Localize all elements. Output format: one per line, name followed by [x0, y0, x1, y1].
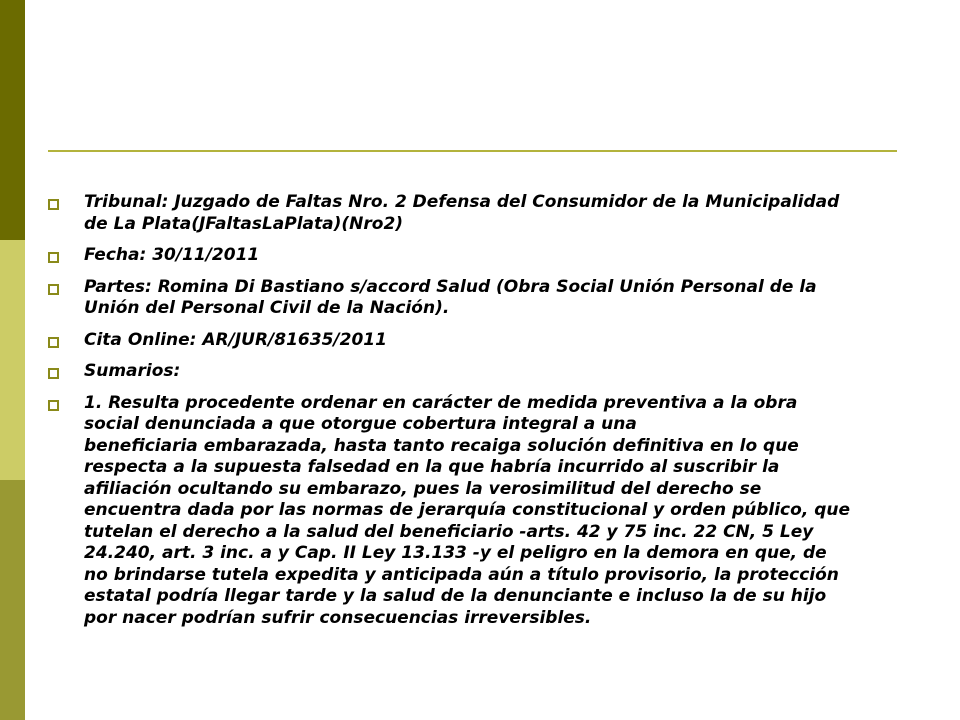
square-bullet-icon: [48, 368, 59, 379]
square-bullet-icon: [48, 337, 59, 348]
bullet-partes: [46, 277, 936, 320]
square-bullet-icon: [48, 284, 59, 295]
bullet-text: Cita Online: AR/JUR/81635/2011: [84, 329, 387, 350]
square-bullet-icon: [48, 199, 59, 210]
side-accent-bar-bottom: [0, 480, 25, 720]
bullet-text: Fecha: 30/11/2011: [84, 245, 260, 265]
side-accent-bar-middle: [0, 240, 25, 480]
bullet-cita-online: [46, 330, 936, 352]
bullet-text: 1. Resulta procedente ordenar en carácter de medida preventiva a la obra social denunciada a que otorgue cobertura integral a una beneficiaria embarazada, hasta tanto recaiga solución definitiva en lo que respecta a la supuesta falsedad en la que habría incurrido al suscribir la afiliación ocultando su embarazo, pues la verosimilitud del derecho se encuentra dada por las normas de jerarquía constitucional y orden público, que tutelan el derecho a la salud del beneficiario -arts. 42 y 75 inc. 22 CN, 5 Ley 24.240, art. 3 inc. a y Cap. II Ley 13.133 -y el peligro en la demora en que, de no brindarse tutela expedita y anticipada aún a título provisorio, la protección estatal podría llegar tarde y la salud de la denunciante e incluso la de su hijo por nacer podrían sufrir consecuencias irreversibles.: [84, 392, 850, 628]
bullet-text: Partes: Romina Di Bastiano s/accord Salud (Obra Social Unión Personal de la Unión del Personal Civil de la Nación).: [84, 276, 817, 318]
square-bullet-icon: [48, 400, 59, 411]
bullet-sumarios: [46, 361, 936, 383]
title-divider: [48, 150, 897, 152]
bullet-list: [46, 192, 936, 639]
bullet-fecha: [46, 245, 936, 267]
bullet-sumario-1: [46, 393, 936, 630]
bullet-text: Tribunal: Juzgado de Faltas Nro. 2 Defensa del Consumidor de la Municipalidad de La Plata(JFaltasLaPlata)(Nro2): [84, 192, 840, 234]
bullet-text: Sumarios:: [84, 361, 181, 381]
square-bullet-icon: [48, 252, 59, 263]
bullet-tribunal: [46, 192, 936, 235]
side-accent-bar-top: [0, 0, 25, 240]
